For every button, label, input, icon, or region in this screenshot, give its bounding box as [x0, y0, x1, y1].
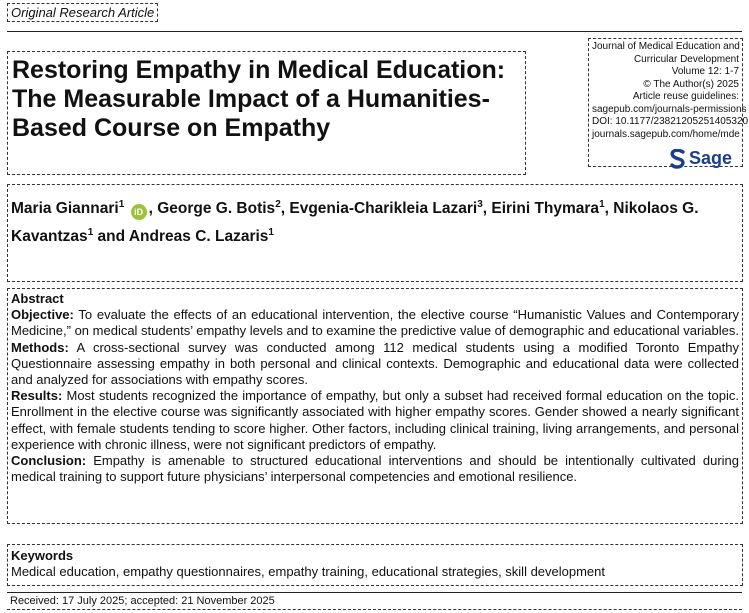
orcid-icon[interactable]: iD [131, 204, 147, 220]
results-label: Results: [11, 388, 63, 404]
article-type-label: Original Research Article [7, 3, 158, 22]
author-affiliation: 1 [87, 227, 94, 239]
author-name[interactable]: Nikolaos G. Kavantzas [11, 200, 699, 246]
received-dates: Received: 17 July 2025; accepted: 21 November 2025 [7, 592, 742, 610]
keywords-box [7, 544, 743, 586]
methods-text: A cross-sectional survey was conducted among 112 medical students using a modified Toronto Empathy Questionnaire assessing empathy in both personal and clinical contexts. Demographic and educational data were collected and analyzed for associations with empathy scores. [11, 339, 739, 388]
keywords-text: Medical education, empathy questionnaires, empathy training, educational strategies, skill development [11, 564, 606, 579]
authors-box [7, 184, 743, 282]
article-title: Restoring Empathy in Medical Education: The Measurable Impact of a Humanities-Based Course on Empathy [12, 56, 506, 142]
conclusion-text: Empathy is amenable to structured educational interventions and should be intentionally cultivated during medical training to support future physicians’ interpersonal competencies and emotional resilience. [11, 453, 739, 485]
abstract-heading: Abstract [11, 291, 64, 306]
copyright: © The Author(s) 2025 [643, 78, 739, 90]
abstract-results [11, 388, 739, 453]
journal-name-line-1: Journal of Medical Education and [592, 41, 740, 52]
author-list: Maria Giannari$^1$ iD , George G. Botis$^2$, Evgenia-Charikleia Lazari$^3$, Eirini Thymara$^1$, Nikolaos G. Kavantzas$^1$ and Andreas C. Lazaris$^1$ [11, 199, 699, 246]
conclusion-label: Conclusion: [11, 453, 87, 469]
journal-volume: Volume 12: 1-7 [671, 66, 739, 77]
author-affiliation: 2 [275, 199, 281, 210]
results-text: Most students recognized the importance of empathy, but only a subset had received formal education on the topic. Enrollment in the elective course was significantly associated with higher empathy scores. Gender showed a nearly significant effect, with female students tending to score higher. Other factors, including clinical training, living arrangements, and personal experience with chronic illness, were not significant predictors of empathy. [11, 388, 739, 452]
methods-label: Methods: [11, 339, 69, 355]
author-affiliation: 1 [599, 199, 605, 210]
publisher-logo [670, 148, 732, 169]
reuse-guidelines-label: Article reuse guidelines: [632, 91, 739, 102]
doi[interactable]: DOI: 10.1177/23821205251405320 [592, 116, 749, 127]
header-rule [7, 31, 742, 32]
objective-text: To evaluate the effects of an educational intervention, the elective course “Humanistic Values and Contemporary Medicine,” on medical students’ empathy levels and to examine the predictive value of demographic and educational variables. [11, 307, 739, 339]
title-box [7, 51, 526, 175]
author-name[interactable]: Maria Giannari [11, 200, 119, 218]
author-name[interactable]: George G. Botis [157, 200, 276, 218]
abstract-conclusion [11, 453, 739, 485]
abstract-box [7, 288, 743, 524]
author-affiliation: 1 [118, 199, 125, 210]
abstract-methods [11, 340, 739, 389]
author-affiliation: 3 [477, 199, 483, 210]
keywords-heading: Keywords [11, 548, 74, 563]
journal-name-line-2: Curricular Development [633, 53, 739, 65]
permissions-link[interactable]: sagepub.com/journals-permissions [592, 103, 747, 115]
author-name[interactable]: Eirini Thymara [491, 200, 600, 218]
author-name[interactable]: Evgenia-Charikleia Lazari [289, 200, 478, 218]
sage-s-icon [670, 149, 686, 169]
objective-label: Objective: [11, 307, 74, 323]
journal-homepage-link[interactable]: journals.sagepub.com/home/mde [592, 128, 740, 140]
author-name[interactable]: Andreas C. Lazaris [128, 228, 269, 246]
publisher-name: Sage [689, 148, 733, 168]
author-affiliation: 1 [268, 227, 274, 239]
abstract-objective [11, 307, 739, 339]
